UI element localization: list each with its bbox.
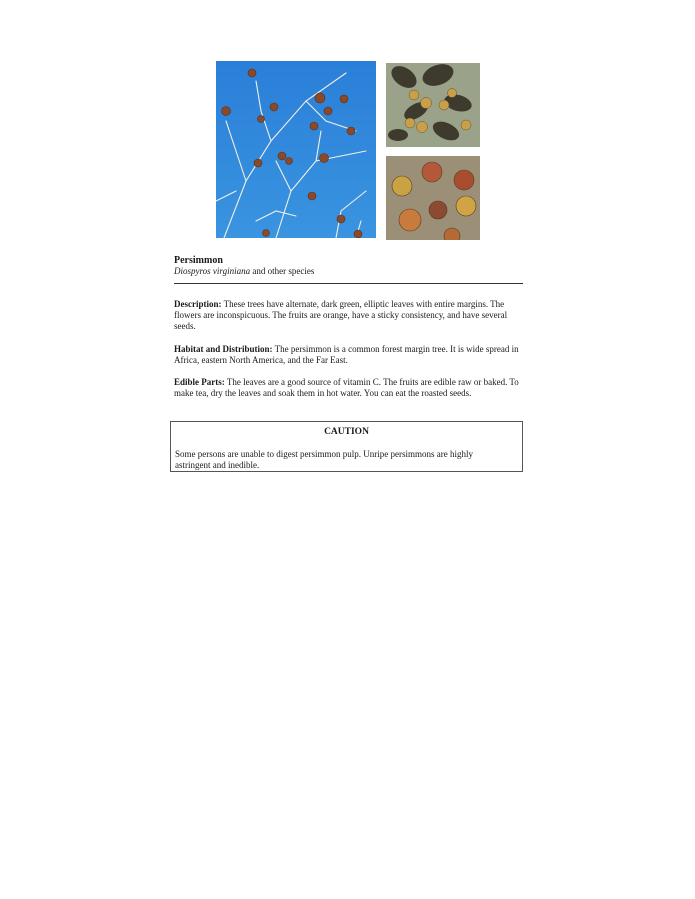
edible-parts-paragraph — [174, 377, 524, 399]
scientific-name-suffix: and other species — [252, 266, 315, 276]
description-label: Description: — [174, 299, 222, 309]
edible-label: Edible Parts: — [174, 377, 225, 387]
scientific-name-italic: Diospyros virginiana — [174, 266, 251, 276]
description-paragraph — [174, 299, 524, 332]
caution-title: CAUTION — [324, 427, 369, 437]
header-divider — [174, 283, 523, 284]
caution-text: Some persons are unable to digest persimmon pulp. Unripe persimmons are highly astringent and inedible. — [175, 449, 473, 470]
edible-text: The leaves are a good source of vitamin C. The fruits are edible raw or baked. To make tea, dry the leaves and soak them in hot water. You can eat the roasted seeds. — [174, 377, 519, 398]
plant-common-name: Persimmon — [174, 255, 223, 266]
habitat-paragraph — [174, 344, 524, 366]
description-text: These trees have alternate, dark green, elliptic leaves with entire margins. The flowers are inconspicuous. The fruits are orange, have a sticky consistency, and have several seeds. — [174, 299, 508, 331]
persimmon-fruit-photo — [386, 156, 480, 240]
persimmon-tree-photo — [216, 61, 376, 238]
plant-scientific-name — [174, 266, 314, 276]
habitat-label: Habitat and Distribution: — [174, 344, 273, 354]
persimmon-leaves-photo — [386, 63, 480, 147]
caution-box — [170, 421, 523, 472]
habitat-text: The persimmon is a common forest margin tree. It is wide spread in Africa, eastern North America, and the Far East. — [174, 344, 519, 365]
